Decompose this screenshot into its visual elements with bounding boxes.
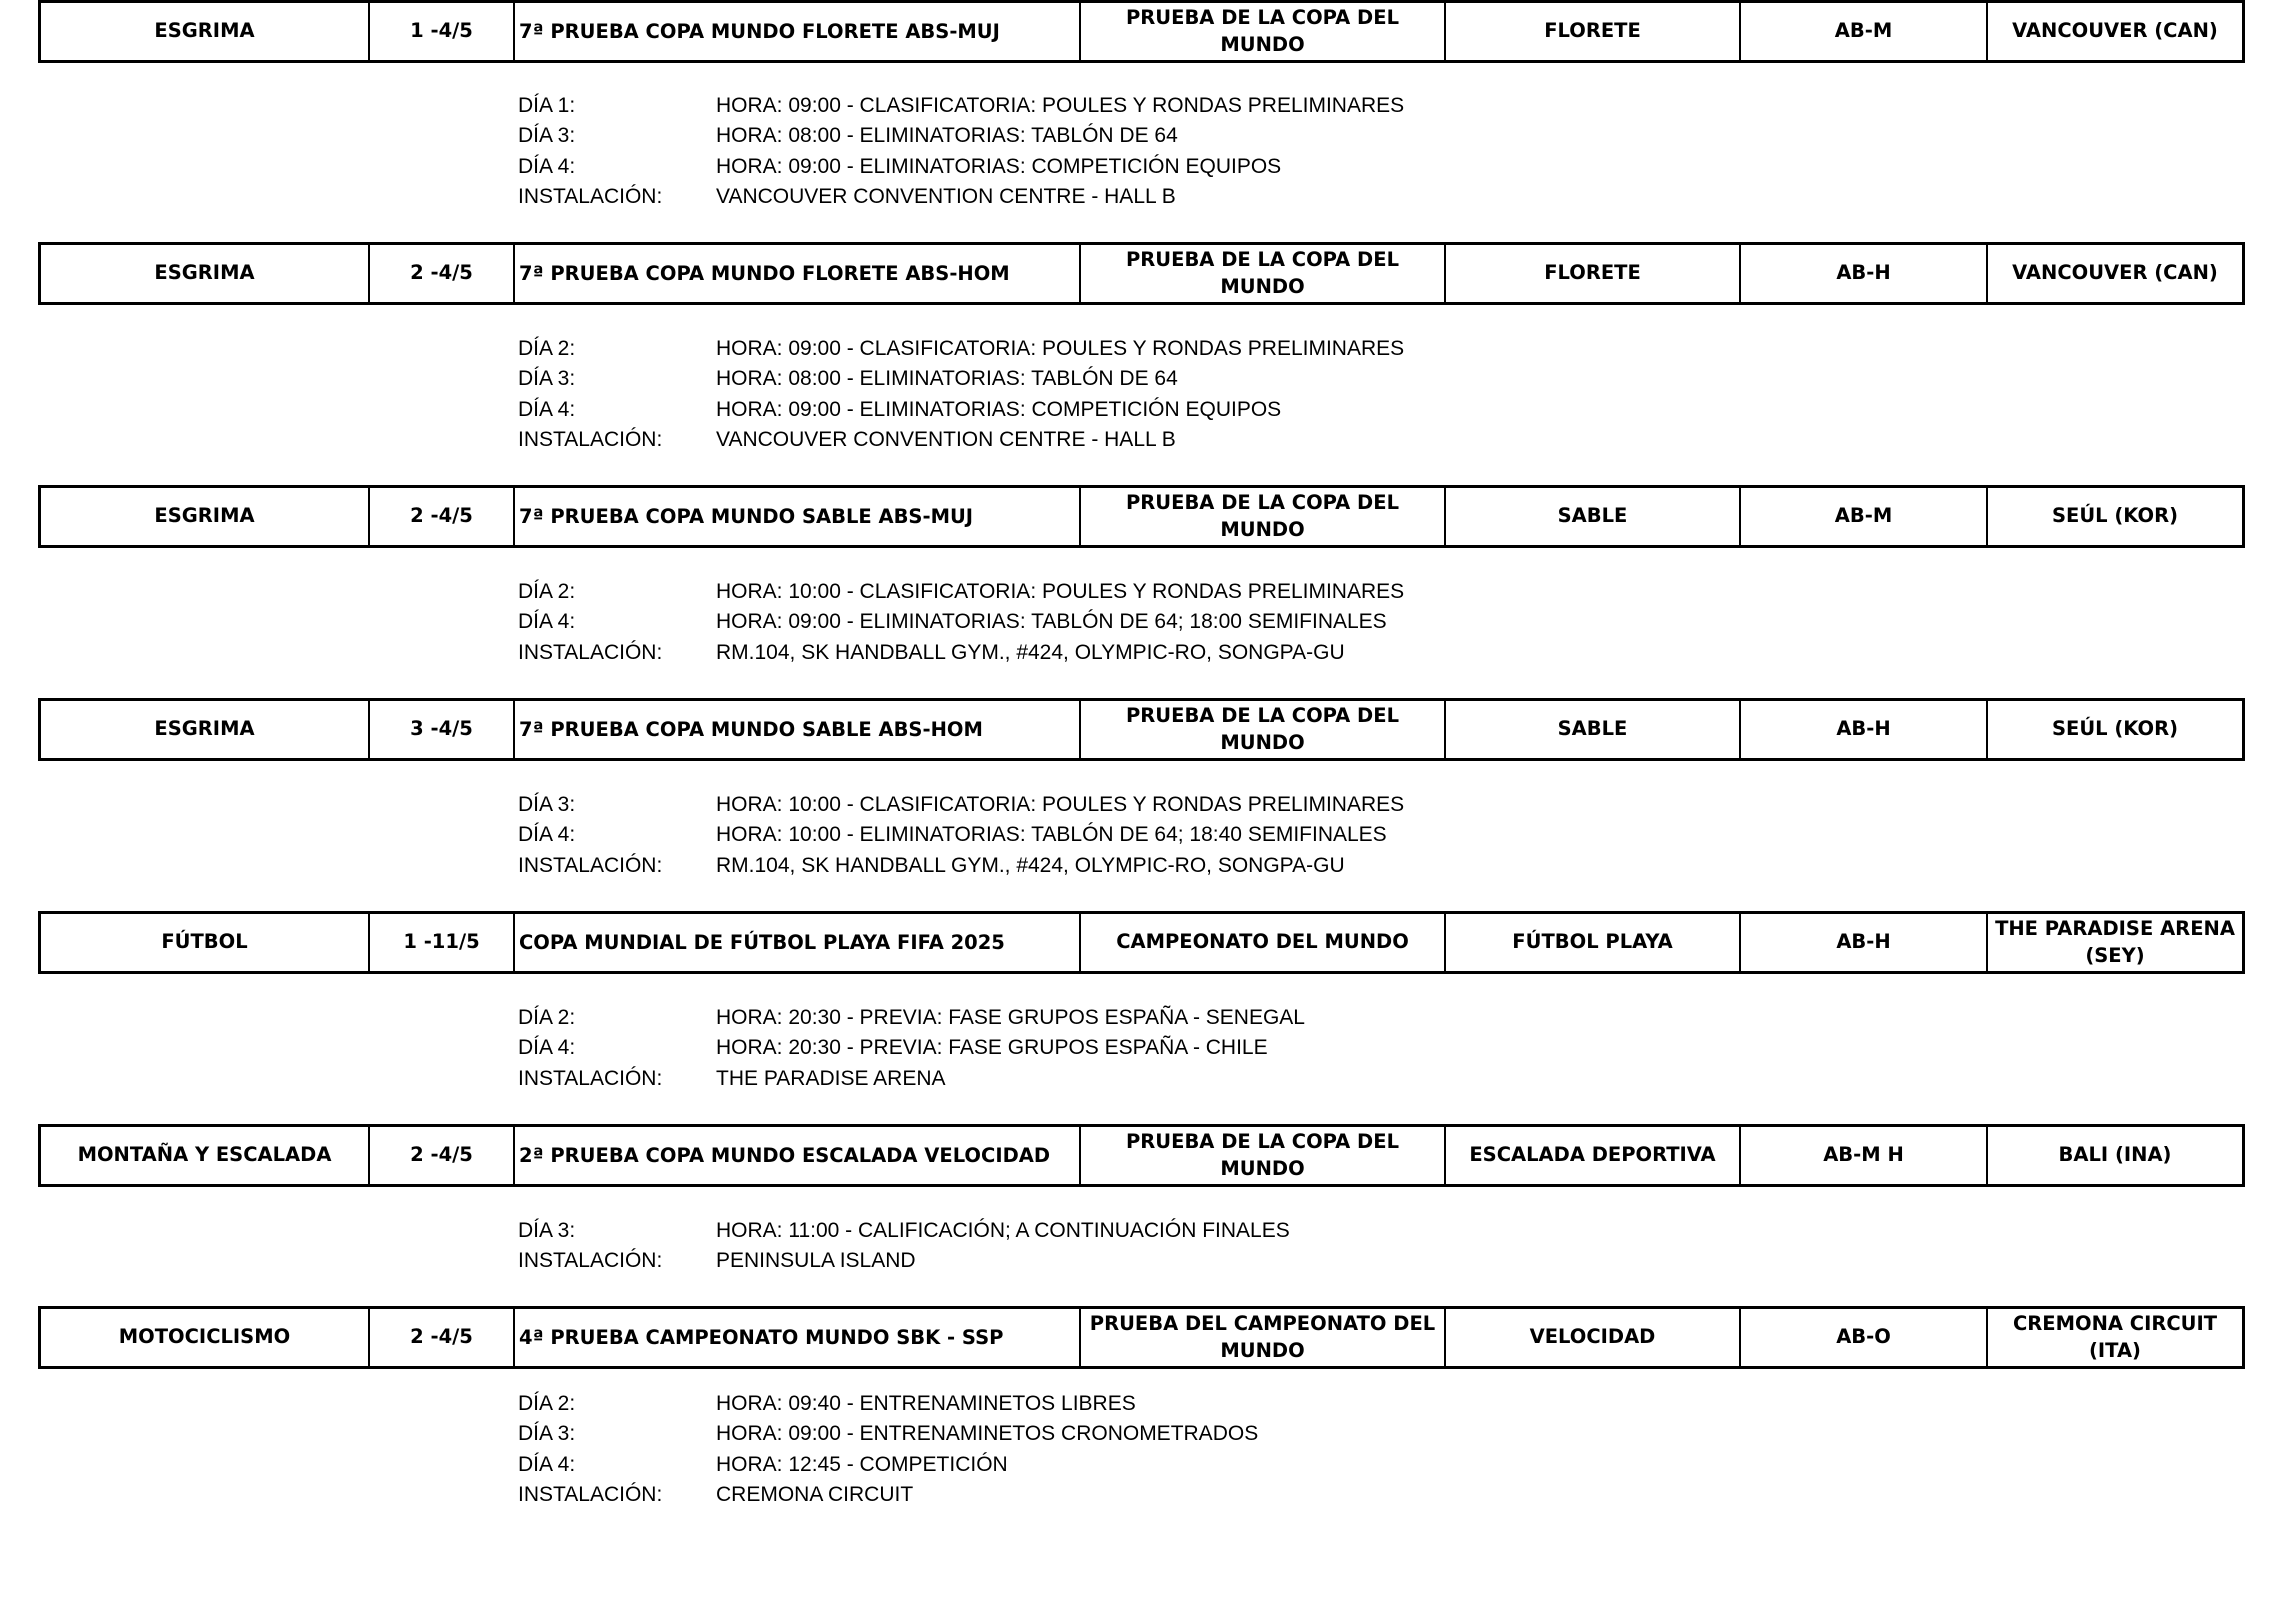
- detail-text: HORA: 10:00 - ELIMINATORIAS: TABLÓN DE 64; 18:40 SEMIFINALES: [716, 823, 1387, 847]
- detail-text: HORA: 09:00 - CLASIFICATORIA: POULES Y RONDAS PRELIMINARES: [716, 337, 1405, 361]
- detail-line: [518, 820, 2018, 850]
- event-title-cell: 7ª PRUEBA COPA MUNDO FLORETE ABS-HOM: [515, 245, 1081, 302]
- category-cell: AB-H: [1741, 245, 1988, 302]
- event-title-cell: 4ª PRUEBA CAMPEONATO MUNDO SBK - SSP: [515, 1309, 1081, 1366]
- detail-line: [518, 1033, 2018, 1063]
- detail-label: INSTALACIÓN:: [518, 1066, 663, 1090]
- detail-label: DÍA 2:: [518, 580, 576, 604]
- detail-label: DÍA 2:: [518, 1392, 576, 1416]
- detail-line: [518, 607, 2018, 637]
- detail-line: [518, 334, 2018, 364]
- location-cell: SEÚL (KOR): [2051, 717, 2179, 741]
- event-title-cell: 2ª PRUEBA COPA MUNDO ESCALADA VELOCIDAD: [515, 1127, 1081, 1184]
- detail-label: DÍA 3:: [518, 124, 576, 148]
- category-cell: AB-H: [1741, 701, 1988, 758]
- detail-text: HORA: 09:00 - ENTRENAMINETOS CRONOMETRADOS: [716, 1422, 1259, 1446]
- detail-label: DÍA 4:: [518, 610, 576, 634]
- event-type-cell: PRUEBA DE LA COPA DEL MUNDO: [1081, 488, 1446, 545]
- event-row: [38, 1124, 2245, 1187]
- detail-text: HORA: 09:00 - CLASIFICATORIA: POULES Y RONDAS PRELIMINARES: [716, 94, 1405, 118]
- detail-text: HORA: 08:00 - ELIMINATORIAS: TABLÓN DE 64: [716, 367, 1178, 391]
- sport-cell: ESGRIMA: [41, 488, 370, 545]
- detail-label: INSTALACIÓN:: [518, 640, 663, 664]
- detail-line: [518, 152, 2018, 182]
- detail-line: [518, 1419, 2018, 1449]
- discipline-cell: VELOCIDAD: [1446, 1309, 1741, 1366]
- event-row: [38, 0, 2245, 63]
- discipline-cell: FLORETE: [1446, 245, 1741, 302]
- event-row: [38, 1306, 2245, 1369]
- detail-label: DÍA 3:: [518, 1422, 576, 1446]
- discipline-cell: SABLE: [1446, 701, 1741, 758]
- detail-line: [518, 121, 2018, 151]
- dates-cell: 1 -4/5: [370, 3, 515, 60]
- event-row: [38, 242, 2245, 305]
- detail-text: RM.104, SK HANDBALL GYM., #424, OLYMPIC-RO, SONGPA-GU: [716, 853, 1345, 877]
- event-title-cell: COPA MUNDIAL DE FÚTBOL PLAYA FIFA 2025: [515, 914, 1081, 971]
- detail-label: DÍA 4:: [518, 1036, 576, 1060]
- detail-text: HORA: 10:00 - CLASIFICATORIA: POULES Y RONDAS PRELIMINARES: [716, 580, 1405, 604]
- detail-text: VANCOUVER CONVENTION CENTRE - HALL B: [716, 428, 1176, 452]
- detail-text: HORA: 20:30 - PREVIA: FASE GRUPOS ESPAÑA - SENEGAL: [716, 1006, 1305, 1030]
- event-type-cell: PRUEBA DEL CAMPEONATO DEL MUNDO: [1081, 1309, 1446, 1366]
- detail-text: HORA: 09:00 - ELIMINATORIAS: COMPETICIÓN EQUIPOS: [716, 154, 1282, 178]
- category-cell: AB-O: [1741, 1309, 1988, 1366]
- discipline-cell: ESCALADA DEPORTIVA: [1446, 1127, 1741, 1184]
- detail-line: [518, 425, 2018, 455]
- category-cell: AB-H: [1741, 914, 1988, 971]
- location-cell: VANCOUVER (CAN): [2012, 19, 2218, 43]
- detail-text: HORA: 09:40 - ENTRENAMINETOS LIBRES: [716, 1392, 1136, 1416]
- detail-line: [518, 577, 2018, 607]
- event-title-cell: 7ª PRUEBA COPA MUNDO FLORETE ABS-MUJ: [515, 3, 1081, 60]
- detail-line: [518, 395, 2018, 425]
- detail-label: INSTALACIÓN:: [518, 428, 663, 452]
- detail-text: HORA: 09:00 - ELIMINATORIAS: COMPETICIÓN EQUIPOS: [716, 397, 1282, 421]
- detail-label: INSTALACIÓN:: [518, 853, 663, 877]
- detail-line: [518, 182, 2018, 212]
- event-title-cell: 7ª PRUEBA COPA MUNDO SABLE ABS-MUJ: [515, 488, 1081, 545]
- dates-cell: 2 -4/5: [370, 488, 515, 545]
- event-details: [518, 1003, 2018, 1094]
- detail-label: DÍA 2:: [518, 1006, 576, 1030]
- dates-cell: 1 -11/5: [370, 914, 515, 971]
- detail-line: [518, 1003, 2018, 1033]
- location-cell: VANCOUVER (CAN): [2012, 261, 2218, 285]
- dates-cell: 3 -4/5: [370, 701, 515, 758]
- detail-line: [518, 638, 2018, 668]
- event-details: [518, 91, 2018, 212]
- dates-cell: 2 -4/5: [370, 1309, 515, 1366]
- event-type-cell: PRUEBA DE LA COPA DEL MUNDO: [1081, 3, 1446, 60]
- detail-text: THE PARADISE ARENA: [716, 1066, 946, 1090]
- detail-text: RM.104, SK HANDBALL GYM., #424, OLYMPIC-RO, SONGPA-GU: [716, 640, 1345, 664]
- event-details: [518, 790, 2018, 881]
- detail-text: HORA: 12:45 - COMPETICIÓN: [716, 1452, 1008, 1476]
- detail-line: [518, 1389, 2018, 1419]
- event-details: [518, 1216, 2018, 1277]
- event-row: [38, 911, 2245, 974]
- sport-cell: ESGRIMA: [41, 3, 370, 60]
- location-cell: CREMONA CIRCUIT (ITA): [2012, 1312, 2218, 1362]
- detail-label: INSTALACIÓN:: [518, 185, 663, 209]
- discipline-cell: SABLE: [1446, 488, 1741, 545]
- detail-text: VANCOUVER CONVENTION CENTRE - HALL B: [716, 185, 1176, 209]
- detail-label: DÍA 1:: [518, 94, 576, 118]
- detail-line: [518, 1246, 2018, 1276]
- detail-label: DÍA 4:: [518, 397, 576, 421]
- location-cell: BALI (INA): [2058, 1143, 2172, 1167]
- location-cell: SEÚL (KOR): [2051, 504, 2179, 528]
- event-type-cell: PRUEBA DE LA COPA DEL MUNDO: [1081, 1127, 1446, 1184]
- event-type-cell: CAMPEONATO DEL MUNDO: [1081, 914, 1446, 971]
- dates-cell: 2 -4/5: [370, 245, 515, 302]
- event-row: [38, 698, 2245, 761]
- sport-cell: MONTAÑA Y ESCALADA: [41, 1127, 370, 1184]
- detail-line: [518, 790, 2018, 820]
- detail-label: DÍA 3:: [518, 793, 576, 817]
- detail-text: HORA: 10:00 - CLASIFICATORIA: POULES Y RONDAS PRELIMINARES: [716, 793, 1405, 817]
- detail-line: [518, 1480, 2018, 1510]
- detail-label: DÍA 4:: [518, 1452, 576, 1476]
- detail-line: [518, 91, 2018, 121]
- detail-line: [518, 1216, 2018, 1246]
- event-title-cell: 7ª PRUEBA COPA MUNDO SABLE ABS-HOM: [515, 701, 1081, 758]
- sport-cell: FÚTBOL: [41, 914, 370, 971]
- detail-line: [518, 1064, 2018, 1094]
- category-cell: AB-M: [1741, 488, 1988, 545]
- detail-label: INSTALACIÓN:: [518, 1483, 663, 1507]
- event-details: [518, 1389, 2018, 1510]
- detail-text: HORA: 09:00 - ELIMINATORIAS: TABLÓN DE 64; 18:00 SEMIFINALES: [716, 610, 1387, 634]
- event-details: [518, 334, 2018, 455]
- event-type-cell: PRUEBA DE LA COPA DEL MUNDO: [1081, 245, 1446, 302]
- event-row: [38, 485, 2245, 548]
- detail-label: DÍA 4:: [518, 154, 576, 178]
- event-type-cell: PRUEBA DE LA COPA DEL MUNDO: [1081, 701, 1446, 758]
- discipline-cell: FLORETE: [1446, 3, 1741, 60]
- category-cell: AB-M H: [1741, 1127, 1988, 1184]
- detail-label: DÍA 4:: [518, 823, 576, 847]
- detail-text: HORA: 20:30 - PREVIA: FASE GRUPOS ESPAÑA - CHILE: [716, 1036, 1268, 1060]
- detail-text: HORA: 11:00 - CALIFICACIÓN; A CONTINUACIÓN FINALES: [716, 1219, 1290, 1243]
- sport-cell: MOTOCICLISMO: [41, 1309, 370, 1366]
- detail-line: [518, 364, 2018, 394]
- category-cell: AB-M: [1741, 3, 1988, 60]
- detail-label: INSTALACIÓN:: [518, 1249, 663, 1273]
- detail-line: [518, 851, 2018, 881]
- sport-cell: ESGRIMA: [41, 245, 370, 302]
- dates-cell: 2 -4/5: [370, 1127, 515, 1184]
- detail-text: CREMONA CIRCUIT: [716, 1483, 914, 1507]
- discipline-cell: FÚTBOL PLAYA: [1446, 914, 1741, 971]
- detail-text: HORA: 08:00 - ELIMINATORIAS: TABLÓN DE 64: [716, 124, 1178, 148]
- sport-cell: ESGRIMA: [41, 701, 370, 758]
- detail-label: DÍA 2:: [518, 337, 576, 361]
- detail-label: DÍA 3:: [518, 1219, 576, 1243]
- location-cell: THE PARADISE ARENA (SEY): [1995, 917, 2235, 967]
- detail-text: PENINSULA ISLAND: [716, 1249, 916, 1273]
- detail-line: [518, 1450, 2018, 1480]
- detail-label: DÍA 3:: [518, 367, 576, 391]
- event-details: [518, 577, 2018, 668]
